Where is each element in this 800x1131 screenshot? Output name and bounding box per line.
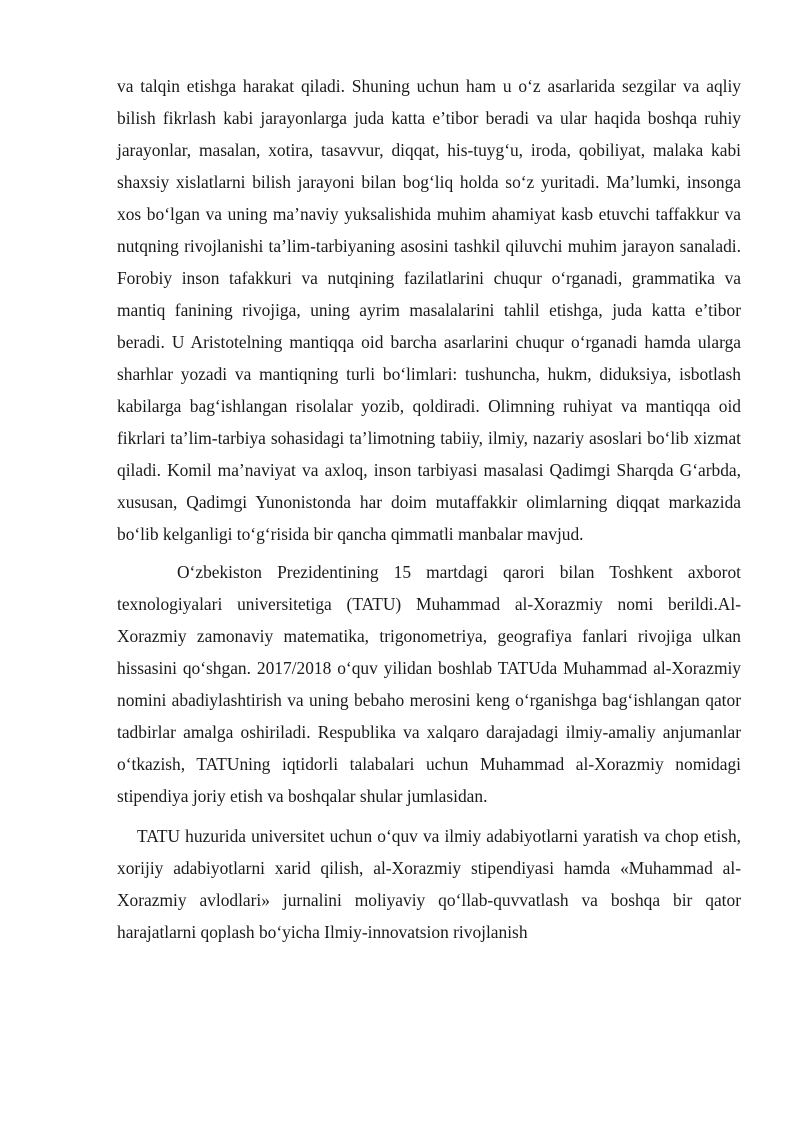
paragraph-text: va talqin etishga harakat qiladi. Shuning uchun ham u o‘z asarlarida sezgilar va aqliy bilish fikrlash kabi jarayonlarga juda katta e’tibor beradi va ular haqida boshqa ruhiy jarayonlar, masalan, xotira, tasavvur, diqqat, his-tuyg‘u, iroda, qobiliyat, malaka kabi shaxsiy xislatlarni bilish jarayoni bilan bog‘liq holda so‘z yuritadi. Ma’lumki, insonga xos bo‘lgan va uning ma’naviy yuksalishida muhim ahamiyat kasb etuvchi taffakkur va nutqning rivojlanishi ta’lim-tarbiyaning asosini tashkil qiluvchi muhim jarayon sanaladi. Forobiy inson tafakkuri va nutqining fazilatlarini chuqur o‘rganadi, grammatika va mantiq fanining rivojiga, uning ayrim masalalarini tahlil etishga, juda katta e’tibor beradi. U Aristotelning mantiqqa oid barcha asarlarini chuqur o‘rganadi hamda ularga sharhlar yozadi va mantiqning turli bo‘limlari: tushuncha, hukm, diduksiya, isbotlash kabilarga bag‘ishlangan risolalar yozib, qoldiradi. Olimning ruhiyat va mantiqqa oid fikrlari ta’lim-tarbiya sohasidagi ta’limotning tabiiy, ilmiy, nazariy asoslari bo‘lib xizmat qiladi. Komil ma’naviyat va axloq, inson tarbiyasi masalasi Qadimgi Sharqda G‘arbda, xususan, Qadimgi Yunonistonda har doim mutaffakkir olimlarning diqqat markazida bo‘lib kelganligi to‘g‘risida bir qancha qimmatli manbalar mavjud. (117, 76, 741, 544)
document-page (117, 70, 741, 948)
paragraph-text: TATU huzurida universitet uchun o‘quv va ilmiy adabiyotlarni yaratish va chop etish, xorijiy adabiyotlarni xarid qilish, al-Xorazmiy stipendiyasi hamda «Muhammad al-Xorazmiy avlodlari» jurnalini moliyaviy qo‘llab-quvvatlash va boshqa bir qator harajatlarni qoplash bo‘yicha Ilmiy-innovatsion rivojlanish (117, 826, 741, 942)
paragraph-text: O‘zbekiston Prezidentining 15 martdagi qarori bilan Toshkent axborot texnologiyalari universitetiga (TATU) Muhammad al-Xorazmiy nomi berildi.Al-Xorazmiy zamonaviy matematika, trigonometriya, geografiya fanlari rivojiga ulkan hissasini qo‘shgan. 2017/2018 o‘quv yilidan boshlab TATUda Muhammad al-Xorazmiy nomini abadiylashtirish va uning bebaho merosini keng o‘rganishga bag‘ishlangan qator tadbirlar amalga oshiriladi. Respublika va xalqaro darajadagi ilmiy-amaliy anjumanlar o‘tkazish, TATUning iqtidorli talabalari uchun Muhammad al-Xorazmiy nomidagi stipendiya joriy etish va boshqalar shular jumlasidan. (117, 562, 741, 806)
